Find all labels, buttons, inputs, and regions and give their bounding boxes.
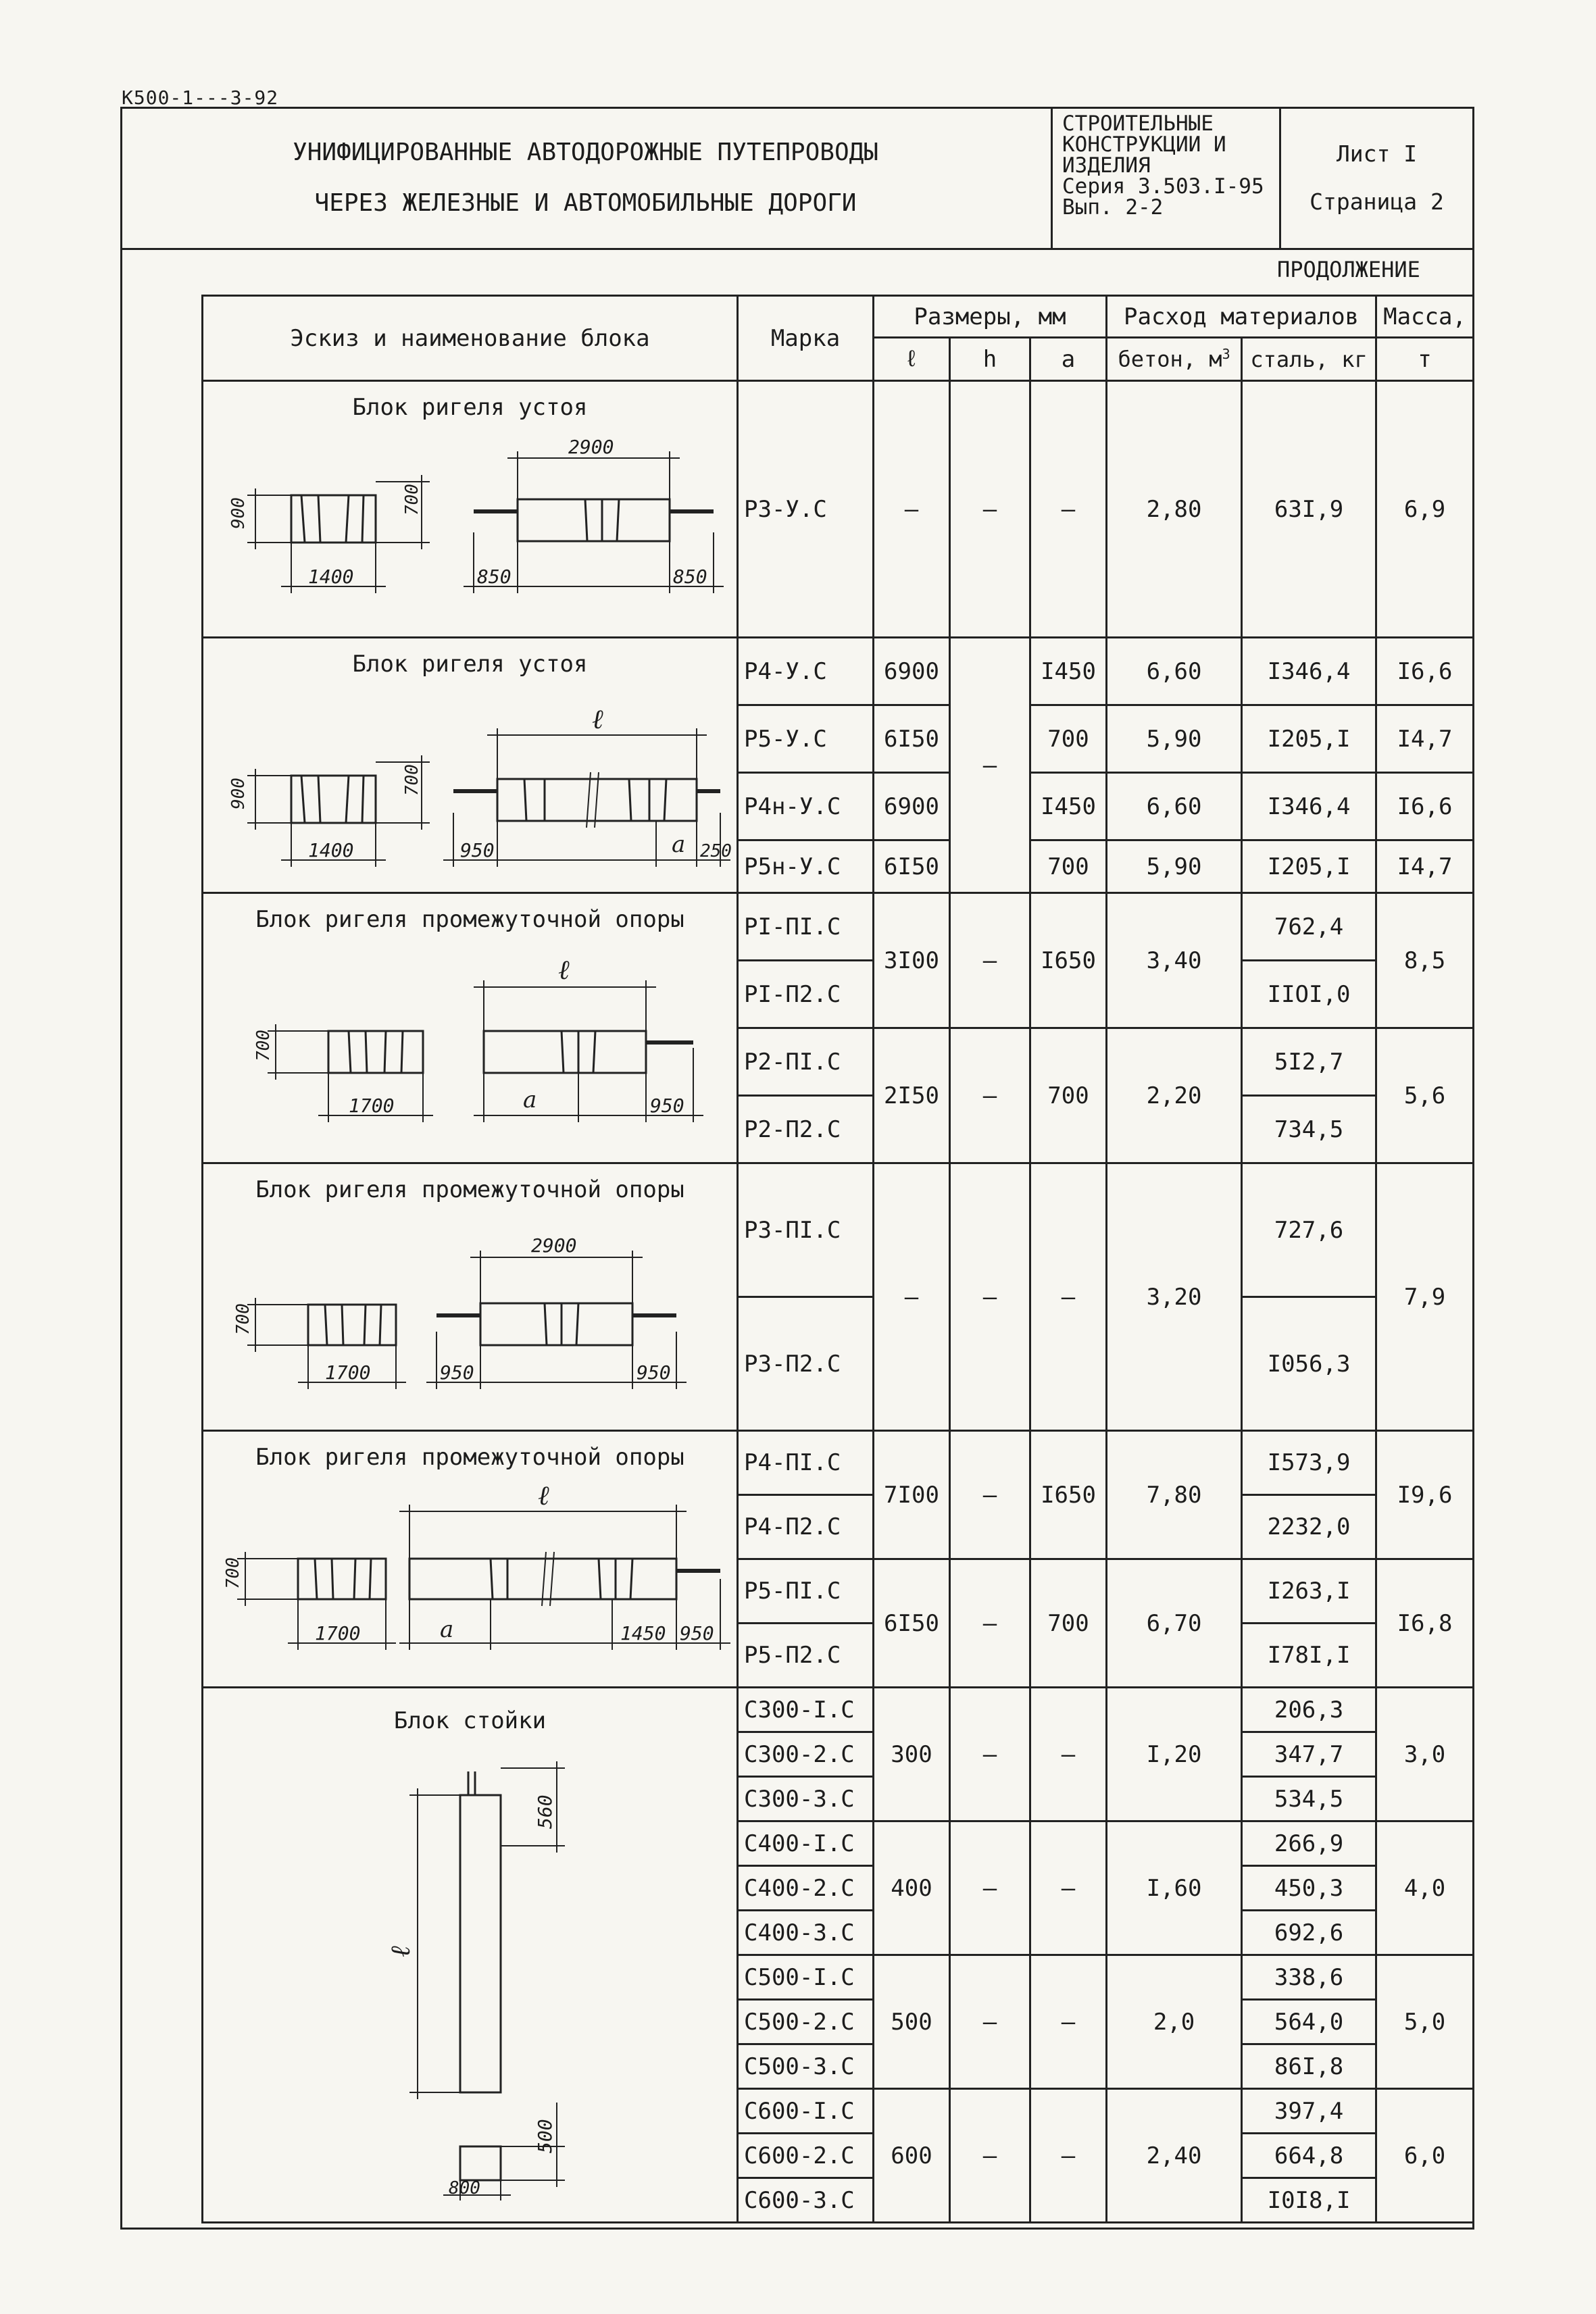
mark-cell: Р4-У.С bbox=[738, 638, 874, 705]
mark-cell: С600-I.С bbox=[738, 2089, 874, 2134]
steel-cell: I346,4 bbox=[1242, 773, 1376, 840]
mass-cell: I6,8 bbox=[1376, 1559, 1474, 1688]
steel-cell: 86I,8 bbox=[1242, 2044, 1376, 2089]
series-line: КОНСТРУКЦИИ И bbox=[1062, 132, 1226, 157]
steel-cell: 534,5 bbox=[1242, 1777, 1376, 1821]
mark-cell: С400-2.С bbox=[738, 1866, 874, 1911]
dim-a-cell: – bbox=[1030, 381, 1107, 638]
dim-label: 950 bbox=[459, 839, 495, 861]
dim-h-cell: – bbox=[950, 1028, 1030, 1163]
mass-cell: 6,0 bbox=[1376, 2089, 1474, 2223]
concrete-cell: 2,20 bbox=[1107, 1028, 1242, 1163]
steel-cell: 2232,0 bbox=[1242, 1495, 1376, 1559]
dim-a-cell: – bbox=[1030, 1821, 1107, 1955]
concrete-cell: 2,0 bbox=[1107, 1955, 1242, 2089]
block-sketch-cell bbox=[203, 381, 738, 638]
dim-h-cell: – bbox=[950, 1431, 1030, 1559]
dim-l-cell: 6I50 bbox=[874, 1559, 950, 1688]
dim-l-cell: 2I50 bbox=[874, 1028, 950, 1163]
mark-cell: С500-3.С bbox=[738, 2044, 874, 2089]
dim-a-cell: 700 bbox=[1030, 840, 1107, 893]
dim-label: ℓ bbox=[591, 704, 603, 735]
mass-cell: 5,0 bbox=[1376, 1955, 1474, 2089]
dim-h-cell: – bbox=[950, 893, 1030, 1028]
dim-a-cell: I650 bbox=[1030, 893, 1107, 1028]
table-row bbox=[203, 381, 1474, 638]
dim-l-cell: 6900 bbox=[874, 638, 950, 705]
block-sketch-cell bbox=[203, 893, 738, 1163]
mass-cell: 4,0 bbox=[1376, 1821, 1474, 1955]
concrete-cell: 5,90 bbox=[1107, 705, 1242, 773]
mass-cell: I6,6 bbox=[1376, 638, 1474, 705]
mark-cell: Р5-ПI.С bbox=[738, 1559, 874, 1624]
dim-h-cell: – bbox=[950, 1688, 1030, 1821]
dim-label: 900 bbox=[228, 778, 249, 809]
dim-label: a bbox=[671, 831, 685, 858]
dim-label: 1400 bbox=[307, 565, 353, 588]
dim-l-cell: – bbox=[874, 1163, 950, 1431]
mark-cell: С400-I.С bbox=[738, 1821, 874, 1866]
steel-cell: I78I,I bbox=[1242, 1624, 1376, 1688]
steel-cell: 692,6 bbox=[1242, 1911, 1376, 1955]
document-title bbox=[120, 107, 1053, 248]
dim-label: 500 bbox=[533, 2119, 556, 2153]
steel-cell: I205,I bbox=[1242, 840, 1376, 893]
dim-l-cell: 6900 bbox=[874, 773, 950, 840]
header-dim-a: a bbox=[1030, 338, 1107, 381]
header-steel: сталь, кг bbox=[1242, 338, 1376, 381]
mark-cell: С600-3.С bbox=[738, 2178, 874, 2223]
mark-cell: С500-I.С bbox=[738, 1955, 874, 2000]
dim-l-cell: 7I00 bbox=[874, 1431, 950, 1559]
dim-label: 560 bbox=[533, 1794, 556, 1829]
continuation-label: ПРОДОЛЖЕНИЕ bbox=[1277, 257, 1420, 282]
header-dim-l: ℓ bbox=[874, 338, 950, 381]
sheet-number: Лист I bbox=[1336, 140, 1418, 167]
dim-a-cell: – bbox=[1030, 2089, 1107, 2223]
steel-cell: 206,3 bbox=[1242, 1688, 1376, 1732]
dim-l-cell: 400 bbox=[874, 1821, 950, 1955]
table-row bbox=[203, 1688, 1474, 1732]
table-row bbox=[203, 1431, 1474, 1495]
steel-cell: 397,4 bbox=[1242, 2089, 1376, 2134]
dim-label: ℓ bbox=[537, 1480, 549, 1511]
dim-h-cell: – bbox=[950, 638, 1030, 893]
dim-label: 1700 bbox=[314, 1622, 360, 1644]
mark-cell: Р3-П2.С bbox=[738, 1297, 874, 1431]
mark-cell: РI-П2.С bbox=[738, 961, 874, 1028]
block-sketch-cell bbox=[203, 638, 738, 893]
dim-label: a bbox=[439, 1616, 453, 1643]
mark-cell: Р4н-У.С bbox=[738, 773, 874, 840]
dim-a-cell: I450 bbox=[1030, 773, 1107, 840]
title-block bbox=[120, 107, 1474, 250]
mark-cell: С600-2.С bbox=[738, 2134, 874, 2178]
steel-cell: 347,7 bbox=[1242, 1732, 1376, 1777]
block-title: Блок ригеля промежуточной опоры bbox=[255, 1176, 684, 1203]
dim-l-cell: 3I00 bbox=[874, 893, 950, 1028]
mass-cell: I4,7 bbox=[1376, 705, 1474, 773]
steel-cell: 734,5 bbox=[1242, 1096, 1376, 1163]
mark-cell: С300-2.С bbox=[738, 1732, 874, 1777]
dim-h-cell: – bbox=[950, 1559, 1030, 1688]
dim-label: 900 bbox=[228, 497, 249, 529]
concrete-cell: 2,40 bbox=[1107, 2089, 1242, 2223]
series-line: Вып. 2-2 bbox=[1062, 195, 1164, 220]
concrete-cell: 6,60 bbox=[1107, 638, 1242, 705]
mark-cell: Р3-ПI.С bbox=[738, 1163, 874, 1297]
concrete-cell: 6,60 bbox=[1107, 773, 1242, 840]
header-concrete: бетон, $м^3$ bbox=[1107, 338, 1242, 381]
steel-cell: 727,6 bbox=[1242, 1163, 1376, 1297]
dim-a-cell: I650 bbox=[1030, 1431, 1107, 1559]
header-materials: Расход материалов bbox=[1107, 296, 1376, 338]
steel-cell: I346,4 bbox=[1242, 638, 1376, 705]
dim-l-cell: 600 bbox=[874, 2089, 950, 2223]
dim-label: 1450 bbox=[620, 1622, 666, 1644]
dim-l-cell: 300 bbox=[874, 1688, 950, 1821]
dim-label: 700 bbox=[222, 1557, 243, 1589]
dim-h-cell: – bbox=[950, 381, 1030, 638]
title-line-2: ЧЕРЕЗ ЖЕЛЕЗНЫЕ И АВТОМОБИЛЬНЫЕ ДОРОГИ bbox=[314, 188, 857, 217]
mark-cell: С500-2.С bbox=[738, 2000, 874, 2044]
block-sketch-cell bbox=[203, 1431, 738, 1688]
dim-label: 950 bbox=[439, 1361, 474, 1384]
series-line: Серия 3.503.I-95 bbox=[1062, 174, 1264, 199]
page-number: Страница 2 bbox=[1310, 188, 1444, 215]
mark-cell: Р5н-У.С bbox=[738, 840, 874, 893]
mark-cell: Р5-У.С bbox=[738, 705, 874, 773]
header-mass-unit: т bbox=[1376, 338, 1474, 381]
dim-label: 2900 bbox=[568, 436, 614, 458]
dim-label: 850 bbox=[476, 565, 512, 588]
mark-cell: С300-3.С bbox=[738, 1777, 874, 1821]
concrete-cell: 6,70 bbox=[1107, 1559, 1242, 1688]
sketch-intermediate-crossbar-3 bbox=[207, 1471, 734, 1667]
dim-label: 700 bbox=[401, 764, 422, 796]
steel-cell: I205,I bbox=[1242, 705, 1376, 773]
sketch-abutment-crossbar-2 bbox=[207, 678, 734, 880]
dim-label: 700 bbox=[232, 1303, 253, 1335]
dim-a-cell: I450 bbox=[1030, 638, 1107, 705]
mass-cell: 5,6 bbox=[1376, 1028, 1474, 1163]
steel-cell: 762,4 bbox=[1242, 893, 1376, 961]
block-title: Блок стойки bbox=[393, 1707, 547, 1734]
mass-cell: I9,6 bbox=[1376, 1431, 1474, 1559]
concrete-cell: I,60 bbox=[1107, 1821, 1242, 1955]
mark-cell: Р5-П2.С bbox=[738, 1624, 874, 1688]
blocks-table bbox=[201, 295, 1474, 2223]
series-line: ИЗДЕЛИЯ bbox=[1062, 153, 1151, 178]
dim-label: 950 bbox=[649, 1095, 684, 1117]
steel-cell: 63I,9 bbox=[1242, 381, 1376, 638]
concrete-cell: 3,40 bbox=[1107, 893, 1242, 1028]
header-sketch: Эскиз и наименование блока bbox=[203, 296, 738, 381]
mark-cell: РI-ПI.С bbox=[738, 893, 874, 961]
dim-label: 2900 bbox=[530, 1234, 576, 1257]
table-row bbox=[203, 638, 1474, 705]
block-title: Блок ригеля промежуточной опоры bbox=[255, 1444, 684, 1471]
block-title: Блок ригеля промежуточной опоры bbox=[255, 906, 684, 933]
dim-label: 250 bbox=[699, 841, 732, 861]
steel-cell: 266,9 bbox=[1242, 1821, 1376, 1866]
dim-label: 1700 bbox=[324, 1361, 370, 1384]
dim-a-cell: 700 bbox=[1030, 705, 1107, 773]
dim-l-cell: 6I50 bbox=[874, 705, 950, 773]
mark-cell: Р2-ПI.С bbox=[738, 1028, 874, 1096]
mass-cell: 3,0 bbox=[1376, 1688, 1474, 1821]
steel-cell: I056,3 bbox=[1242, 1297, 1376, 1431]
dim-l-cell: 6I50 bbox=[874, 840, 950, 893]
dim-label: 1400 bbox=[307, 839, 353, 861]
sketch-intermediate-crossbar-1 bbox=[207, 933, 734, 1136]
dim-l-cell: – bbox=[874, 381, 950, 638]
header-dim-h: h bbox=[950, 338, 1030, 381]
title-line-1: УНИФИЦИРОВАННЫЕ АВТОДОРОЖНЫЕ ПУТЕПРОВОДЫ bbox=[293, 138, 878, 166]
steel-cell: 5I2,7 bbox=[1242, 1028, 1376, 1096]
block-title: Блок ригеля устоя bbox=[352, 651, 588, 678]
mark-cell: С300-I.С bbox=[738, 1688, 874, 1732]
dim-label: 850 bbox=[672, 565, 707, 588]
dim-a-cell: 700 bbox=[1030, 1559, 1107, 1688]
concrete-cell: 5,90 bbox=[1107, 840, 1242, 893]
steel-cell: 664,8 bbox=[1242, 2134, 1376, 2178]
mass-cell: 8,5 bbox=[1376, 893, 1474, 1028]
dim-label: 700 bbox=[401, 484, 422, 515]
document-code: К500-1---3-92 bbox=[122, 86, 279, 109]
block-title: Блок ригеля устоя bbox=[352, 394, 588, 421]
series-info bbox=[1053, 107, 1281, 248]
sheet-info bbox=[1281, 107, 1472, 248]
concrete-cell: 7,80 bbox=[1107, 1431, 1242, 1559]
dim-label: ℓ bbox=[384, 1946, 416, 1957]
steel-cell: I0I8,I bbox=[1242, 2178, 1376, 2223]
dim-label: 700 bbox=[253, 1030, 274, 1061]
header-mark: Марка bbox=[738, 296, 874, 381]
dim-label: ℓ bbox=[557, 955, 570, 986]
series-line: СТРОИТЕЛЬНЫЕ bbox=[1062, 111, 1214, 136]
dim-h-cell: – bbox=[950, 1955, 1030, 2089]
header-mass: Масса, bbox=[1376, 296, 1474, 338]
sketch-post bbox=[207, 1734, 734, 2200]
dim-a-cell: – bbox=[1030, 1163, 1107, 1431]
dim-h-cell: – bbox=[950, 1821, 1030, 1955]
mark-cell: Р3-У.С bbox=[738, 381, 874, 638]
table-row bbox=[203, 893, 1474, 961]
header-dimensions: Размеры, мм bbox=[874, 296, 1107, 338]
steel-cell: IIOI,0 bbox=[1242, 961, 1376, 1028]
mark-cell: Р4-ПI.С bbox=[738, 1431, 874, 1495]
concrete-cell: I,20 bbox=[1107, 1688, 1242, 1821]
block-sketch-cell bbox=[203, 1163, 738, 1431]
dim-a-cell: – bbox=[1030, 1955, 1107, 2089]
steel-cell: I573,9 bbox=[1242, 1431, 1376, 1495]
concrete-cell: 2,80 bbox=[1107, 381, 1242, 638]
dim-h-cell: – bbox=[950, 2089, 1030, 2223]
steel-cell: I263,I bbox=[1242, 1559, 1376, 1624]
dim-label: a bbox=[522, 1086, 537, 1113]
mark-cell: С400-3.С bbox=[738, 1911, 874, 1955]
sketch-abutment-crossbar-1 bbox=[207, 421, 734, 617]
mass-cell: 6,9 bbox=[1376, 381, 1474, 638]
sketch-intermediate-crossbar-2 bbox=[207, 1203, 734, 1406]
dim-label: 950 bbox=[636, 1361, 671, 1384]
mark-cell: Р2-П2.С bbox=[738, 1096, 874, 1163]
dim-a-cell: 700 bbox=[1030, 1028, 1107, 1163]
dim-l-cell: 500 bbox=[874, 1955, 950, 2089]
mass-cell: I4,7 bbox=[1376, 840, 1474, 893]
mass-cell: 7,9 bbox=[1376, 1163, 1474, 1431]
dim-label: 800 bbox=[448, 2178, 480, 2198]
concrete-cell: 3,20 bbox=[1107, 1163, 1242, 1431]
steel-cell: 450,3 bbox=[1242, 1866, 1376, 1911]
table-row bbox=[203, 1163, 1474, 1297]
mass-cell: I6,6 bbox=[1376, 773, 1474, 840]
dim-h-cell: – bbox=[950, 1163, 1030, 1431]
mark-cell: Р4-П2.С bbox=[738, 1495, 874, 1559]
steel-cell: 564,0 bbox=[1242, 2000, 1376, 2044]
steel-cell: 338,6 bbox=[1242, 1955, 1376, 2000]
block-sketch-cell bbox=[203, 1688, 738, 2223]
dim-label: 1700 bbox=[348, 1095, 394, 1117]
dim-label: 950 bbox=[679, 1622, 714, 1644]
dim-a-cell: – bbox=[1030, 1688, 1107, 1821]
